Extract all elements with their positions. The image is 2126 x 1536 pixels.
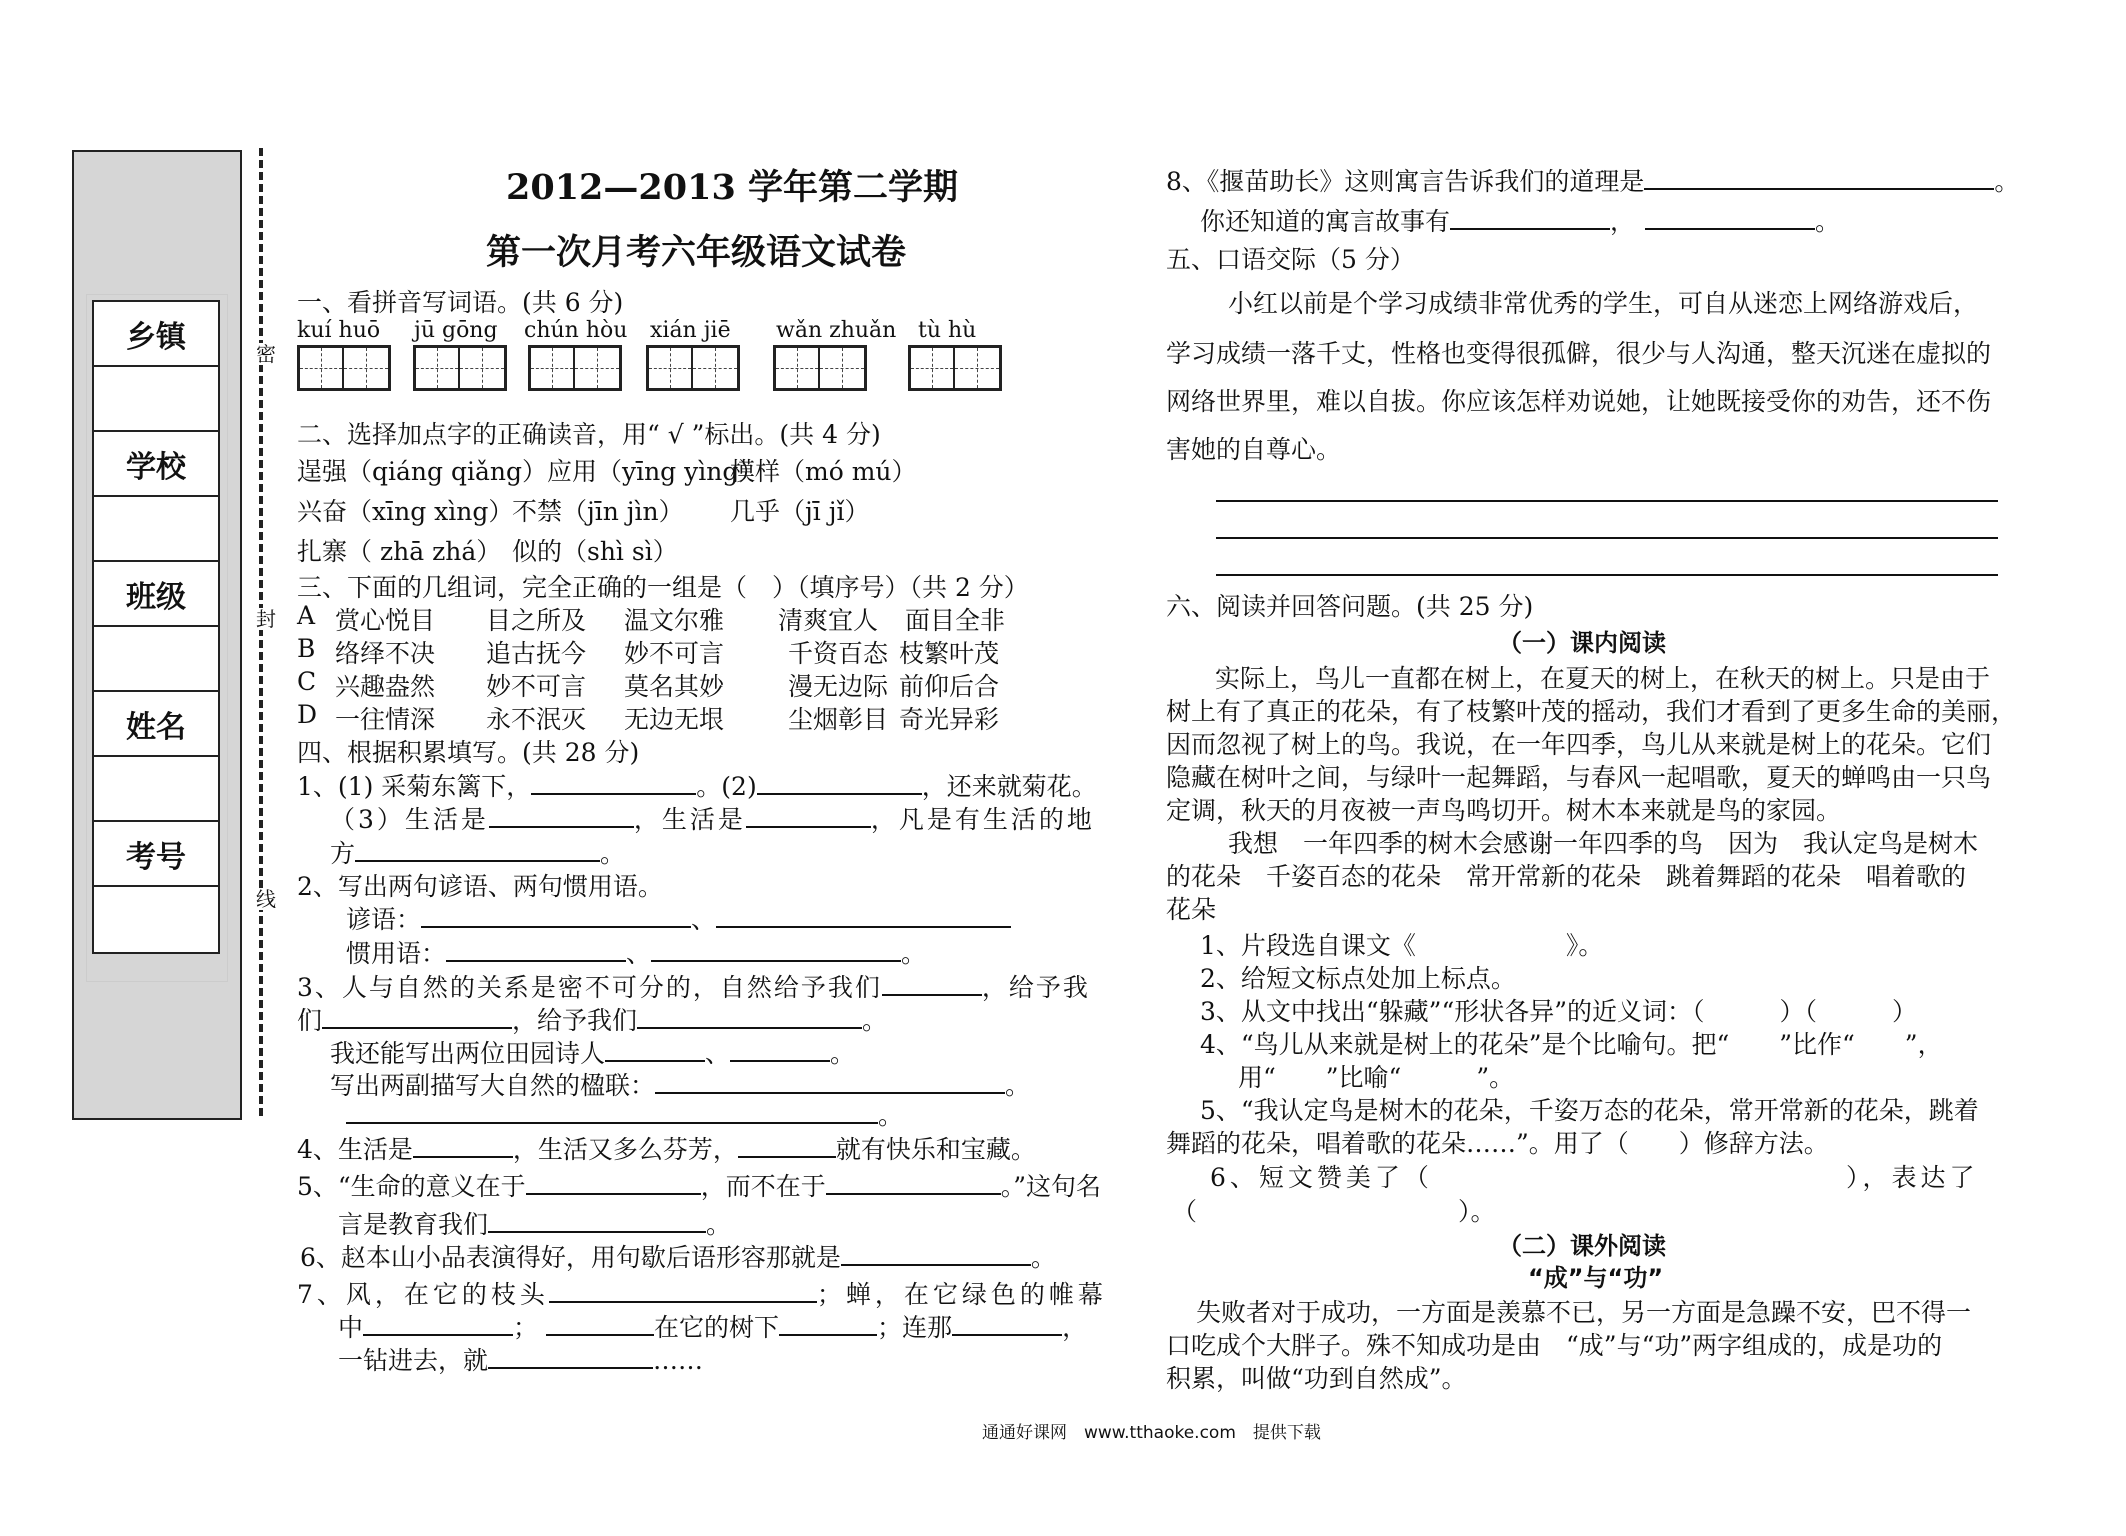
- label-school: 学校: [94, 432, 218, 497]
- q3-a-w5: 面目全非: [905, 606, 1006, 635]
- q4-item1-line: [297, 767, 1097, 803]
- binding-char-line: 线: [256, 887, 276, 911]
- q4-i1-blank1[interactable]: [531, 771, 696, 795]
- writing-grid-2[interactable]: [413, 345, 507, 391]
- q4-item7-line3: [338, 1341, 703, 1377]
- q4-item3-line5: [346, 1096, 903, 1132]
- label-township: 乡镇: [94, 302, 218, 367]
- q4-i1-text-a: 1、(1) 采菊东篱下，: [297, 772, 532, 801]
- sec1-q5-line2: 舞蹈的花朵，唱着歌的花朵……”。用了（ ）修辞方法。: [1166, 1129, 1829, 1158]
- q4-i8-text-b: 。: [1994, 167, 2020, 196]
- school-field[interactable]: [94, 497, 218, 562]
- q5-para-line2: 学习成绩一落千丈，性格也变得很孤僻，很少与人沟通，整天沉迷在虚拟的: [1166, 339, 1992, 368]
- q3-letter-b: B: [297, 634, 316, 663]
- q3-c-w1: 兴趣盎然: [335, 672, 436, 701]
- q4-i7-text-b: ；蝉，在它绿色的帷幕: [816, 1280, 1107, 1309]
- sec1-q6-part1: 6、短文赞美了（: [1210, 1163, 1433, 1192]
- sec1-line-3: 因而忽视了树上的鸟。我说，在一年四季，鸟儿从来就是树上的花朵。它们: [1166, 730, 1992, 759]
- writing-grid-1[interactable]: [297, 345, 391, 391]
- writing-grid-3[interactable]: [528, 345, 622, 391]
- q4-i1-blank3[interactable]: [489, 804, 634, 828]
- label-exam-number: 考号: [94, 822, 218, 887]
- label-class: 班级: [94, 562, 218, 627]
- q2-row3-b: 似的（shì sì）: [512, 537, 678, 566]
- q4-i3-text-j: 。: [1005, 1071, 1031, 1100]
- q4-i1-text-h: 。: [600, 839, 626, 868]
- binding-char-seal: 密: [256, 342, 276, 366]
- section2-title: （二）课外阅读: [1498, 1232, 1666, 1260]
- q4-i7-text-c: 中: [338, 1313, 364, 1342]
- sec1-q4-line2: 用“ ”比喻“ ”。: [1238, 1063, 1515, 1092]
- q4-i1-text-g: 方: [330, 839, 356, 868]
- q4-i6-text-a: 6、赵本山小品表演得好，用句歇后语形容那就是: [300, 1243, 841, 1272]
- q3-d-w4: 尘烟彰目: [788, 705, 889, 734]
- q3-b-w3: 妙不可言: [624, 639, 725, 668]
- exam-number-field[interactable]: [94, 887, 218, 952]
- q3-a-w3: 温文尔雅: [624, 606, 725, 635]
- q4-i3-blank5[interactable]: [730, 1038, 830, 1062]
- q5-para-line3: 网络世界里，难以自拔。你应该怎样劝说她，让她既接受你的劝告，还不伤: [1166, 387, 1992, 416]
- q4-i6-text-b: 。: [1030, 1243, 1056, 1272]
- q4-i8-blank3[interactable]: [1645, 206, 1815, 230]
- q2-row2-b: 不禁（jīn jìn）: [512, 497, 684, 526]
- sec1-q6-part2: ），表达了: [1846, 1163, 1979, 1192]
- q3-a-w1: 赏心悦目: [335, 606, 436, 635]
- q4-i5-text-c: 。”这句名: [1000, 1172, 1101, 1201]
- q4-i5-blank2[interactable]: [826, 1171, 1001, 1195]
- q3-d-w5: 奇光异彩: [899, 705, 1000, 734]
- q4-i5-text-b: ，而不在于: [700, 1172, 826, 1201]
- q4-i2-label-idiom: 惯用语：: [346, 939, 447, 968]
- q4-i7-text-g: ，: [1062, 1313, 1088, 1342]
- q4-i6-blank1[interactable]: [841, 1242, 1031, 1266]
- q4-i3-blank3[interactable]: [637, 1005, 862, 1029]
- q3-b-w1: 络绎不决: [335, 639, 436, 668]
- q3-c-w2: 妙不可言: [486, 672, 587, 701]
- sec1-line-8: 花朵: [1166, 895, 1217, 924]
- q4-i2-blank1[interactable]: [421, 904, 691, 928]
- q4-i7-blank3[interactable]: [546, 1312, 654, 1336]
- pinyin-1: kuí huō: [297, 318, 381, 343]
- section1-title: （一）课内阅读: [1498, 629, 1666, 657]
- q4-i2-sep2: 、: [626, 939, 652, 968]
- q4-item8-line2: [1200, 202, 1840, 238]
- q4-i1-blank2[interactable]: [757, 771, 922, 795]
- q4-i1-blank5[interactable]: [355, 838, 600, 862]
- q4-i7-text-h: 一钻进去，就: [338, 1346, 489, 1375]
- sec2-line-1: 失败者对于成功，一方面是羡慕不已，另一方面是急躁不安，巴不得一: [1196, 1298, 1972, 1327]
- q3-b-w4: 千资百态: [788, 639, 889, 668]
- binding-char-seal2: 封: [256, 607, 276, 631]
- q4-i8-text-a: 8、《揠苗助长》这则寓言告诉我们的道理是: [1166, 167, 1645, 196]
- sec1-q1: 1、片段选自课文《 》。: [1200, 931, 1604, 960]
- q4-heading: 四、根据积累填写。(共 28 分): [297, 738, 640, 767]
- q4-item7-line2: [338, 1308, 1087, 1344]
- q4-i4-blank1[interactable]: [413, 1134, 513, 1158]
- q4-item2-idioms: [346, 934, 926, 970]
- sec2-line-2: 口吃成个大胖子。殊不知成功是由 “成”与“功”两字组成的，成是功的: [1166, 1331, 1943, 1360]
- writing-grid-6[interactable]: [908, 345, 1002, 391]
- sec1-q4-line1: 4、“鸟儿从来就是树上的花朵”是个比喻句。把“ ”比作“ ”，: [1200, 1030, 1943, 1059]
- q3-letter-c: C: [297, 667, 317, 696]
- q4-i5-text-a: 5、“生命的意义在于: [297, 1172, 526, 1201]
- sec1-line-6: 我想 一年四季的树木会感谢一年四季的鸟 因为 我认定鸟是树木: [1228, 829, 1979, 858]
- q4-i8-blank1[interactable]: [1644, 166, 1994, 190]
- sec2-line-3: 积累，叫做“功到自然成”。: [1166, 1364, 1467, 1393]
- q4-i2-end: 。: [901, 939, 927, 968]
- q4-i2-blank2[interactable]: [716, 904, 1011, 928]
- writing-grid-5[interactable]: [773, 345, 867, 391]
- q3-c-w3: 莫名其妙: [624, 672, 725, 701]
- q2-row2-a: 兴奋（xīng xìng）: [297, 497, 514, 526]
- sec1-line-2: 树上有了真正的花朵，有了枝繁叶茂的摇动，我们才看到了更多生命的美丽，: [1166, 697, 2017, 726]
- answer-line-1[interactable]: [1216, 500, 1998, 502]
- q4-item3-line2: [297, 1001, 887, 1037]
- q4-item5-line2: [338, 1205, 731, 1241]
- q4-i1-text-c: ，还来就菊花。: [921, 772, 1097, 801]
- q4-i4-text-c: 就有快乐和宝藏。: [835, 1135, 1036, 1164]
- name-field[interactable]: [94, 757, 218, 822]
- q4-item3-line1: [297, 968, 1090, 1004]
- pinyin-6: tù hù: [918, 318, 977, 343]
- q4-item2: 2、写出两句谚语、两句惯用语。: [297, 872, 663, 901]
- q4-i3-blank6[interactable]: [655, 1070, 1005, 1094]
- q4-i1-text-f: ，凡是有生活的地: [870, 805, 1095, 834]
- q4-i4-text-b: ，生活又多么芬芳，: [512, 1135, 738, 1164]
- q4-i7-blank6[interactable]: [488, 1345, 653, 1369]
- q4-item8-line1: [1166, 162, 2019, 198]
- pinyin-5: wǎn zhuǎn: [776, 318, 897, 343]
- writing-grid-4[interactable]: [646, 345, 740, 391]
- q3-d-w2: 永不泯灭: [486, 705, 587, 734]
- q4-i7-blank4[interactable]: [779, 1312, 877, 1336]
- q4-i7-blank1[interactable]: [549, 1279, 817, 1303]
- q2-row1-a: 逞强（qiáng qiǎng）应用（yīng yìng）: [297, 457, 764, 486]
- q4-i2-blank3[interactable]: [446, 938, 626, 962]
- q4-i3-text-b: ，给予我: [981, 973, 1090, 1002]
- q4-i7-text-a: 7、风，在它的枝头: [297, 1280, 549, 1309]
- q3-b-w5: 枝繁叶茂: [899, 639, 1000, 668]
- q3-d-w1: 一往情深: [335, 705, 436, 734]
- sec1-q3: 3、从文中找出“躲藏”“形状各异”的近义词：（ ）（ ）: [1200, 997, 1918, 1026]
- q4-i1-text-d: （3）生活是: [330, 805, 489, 834]
- q4-item3-line3: [330, 1034, 855, 1070]
- q4-i7-text-d: ；: [513, 1313, 539, 1342]
- q4-item2-proverbs: [346, 900, 1011, 936]
- q4-i3-text-a: 3、人与自然的关系是密不可分的，自然给予我们: [297, 973, 882, 1002]
- label-name: 姓名: [94, 692, 218, 757]
- footer-credit: 通通好课网 www.tthaoke.com 提供下载: [982, 1423, 1321, 1443]
- student-info-table: [92, 300, 220, 954]
- q4-i3-blank4[interactable]: [605, 1038, 705, 1062]
- q4-i7-blank5[interactable]: [952, 1312, 1062, 1336]
- q3-c-w5: 前仰后合: [899, 672, 1000, 701]
- q4-i7-text-f: ；连那: [877, 1313, 953, 1342]
- q4-i3-text-h: 。: [830, 1039, 856, 1068]
- sec1-q5-line1: 5、“我认定鸟是树木的花朵，千姿万态的花朵，常开常新的花朵，跳着: [1200, 1096, 1979, 1125]
- q4-i3-text-e: 。: [862, 1006, 888, 1035]
- q4-i1-text-b: 。(2): [696, 772, 757, 801]
- q4-i8-blank2[interactable]: [1450, 206, 1610, 230]
- sec1-line-4: 隐藏在树叶之间，与绿叶一起舞蹈，与春风一起唱歌，夏天的蝉鸣由一只鸟: [1166, 763, 1992, 792]
- q4-i7-text-i: ……: [653, 1346, 704, 1375]
- q2-row1-b: 模样（mó mú）: [730, 457, 917, 486]
- class-field[interactable]: [94, 627, 218, 692]
- q4-i3-blank2[interactable]: [322, 1005, 512, 1029]
- q3-letter-a: A: [297, 601, 316, 630]
- section2-subtitle: “成”与“功”: [1528, 1264, 1664, 1292]
- q1-heading: 一、看拼音写词语。(共 6 分): [297, 288, 624, 317]
- q4-i7-text-e: 在它的树下: [654, 1313, 780, 1342]
- sec1-q6-part4: ）。: [1458, 1197, 1496, 1226]
- q4-item5-line1: [297, 1167, 1101, 1203]
- q4-i5-text-e: 。: [706, 1210, 732, 1239]
- q4-i3-blank7[interactable]: [346, 1100, 878, 1124]
- q4-item1-line3: [330, 834, 625, 870]
- q5-heading: 五、口语交际（5 分）: [1166, 245, 1415, 274]
- q4-i8-text-d: ，: [1610, 207, 1636, 236]
- q4-i1-text-e: ，生活是: [633, 805, 746, 834]
- exam-title-line2: 第一次月考六年级语文试卷: [486, 232, 907, 273]
- q4-i8-text-c: 你还知道的寓言故事有: [1200, 207, 1451, 236]
- q4-i5-text-d: 言是教育我们: [338, 1210, 489, 1239]
- q4-i3-text-i: 写出两副描写大自然的楹联：: [330, 1071, 656, 1100]
- q4-item1-line2: [330, 800, 1095, 836]
- q3-letter-d: D: [297, 700, 318, 729]
- q4-i3-text-k: 。: [878, 1101, 904, 1130]
- q4-i2-label-proverb: 谚语：: [346, 905, 422, 934]
- q4-item6: [300, 1238, 1056, 1274]
- q3-a-w2: 目之所及: [486, 606, 587, 635]
- q4-i4-text-a: 4、生活是: [297, 1135, 413, 1164]
- q4-i2-blank4[interactable]: [651, 938, 901, 962]
- q4-i2-sep1: 、: [691, 905, 717, 934]
- pinyin-4: xián jiē: [650, 318, 731, 343]
- q4-i3-text-d: ，给予我们: [512, 1006, 638, 1035]
- sec1-line-1: 实际上，鸟儿一直都在树上，在夏天的树上，在秋天的树上。只是由于: [1215, 664, 1991, 693]
- q3-d-w3: 无边无垠: [624, 705, 725, 734]
- sec1-q2: 2、给短文标点处加上标点。: [1200, 964, 1516, 993]
- q5-para-line1: 小红以前是个学习成绩非常优秀的学生，可自从迷恋上网络游戏后，: [1228, 289, 1979, 318]
- q3-a-w4: 清爽宜人: [778, 606, 879, 635]
- q4-i5-blank1[interactable]: [526, 1171, 701, 1195]
- answer-line-2[interactable]: [1216, 537, 1998, 539]
- pinyin-2: jū gōng: [414, 318, 498, 343]
- q2-row2-c: 几乎（jī jǐ）: [730, 497, 870, 526]
- pinyin-3: chún hòu: [524, 318, 628, 343]
- q6-heading: 六、阅读并回答问题。(共 25 分): [1166, 592, 1534, 621]
- q4-i3-text-c: 们: [297, 1006, 323, 1035]
- q3-c-w4: 漫无边际: [788, 672, 889, 701]
- binding-dashed-line: [259, 148, 263, 1116]
- q4-i3-text-f: 我还能写出两位田园诗人: [330, 1039, 606, 1068]
- q4-i5-blank3[interactable]: [488, 1209, 706, 1233]
- q4-item4: [297, 1130, 1036, 1166]
- q4-i3-text-g: 、: [705, 1039, 731, 1068]
- q3-heading: 三、下面的几组词，完全正确的一组是（ ）（填序号）（共 2 分）: [297, 573, 1029, 602]
- sec1-line-7: 的花朵 千姿百态的花朵 常开常新的花朵 跳着舞蹈的花朵 唱着歌的: [1166, 862, 1967, 891]
- q4-i4-blank2[interactable]: [738, 1134, 836, 1158]
- answer-line-3[interactable]: [1216, 574, 1998, 576]
- q4-i1-blank4[interactable]: [746, 804, 871, 828]
- q4-i3-blank1[interactable]: [882, 972, 982, 996]
- exam-title-line1: 2012—2013 学年第二学期: [506, 167, 959, 208]
- q4-i7-blank2[interactable]: [363, 1312, 513, 1336]
- q4-i8-text-e: 。: [1815, 207, 1841, 236]
- township-field[interactable]: [94, 367, 218, 432]
- q2-row3-a: 扎寨（ zhā zhá）: [297, 537, 502, 566]
- sec1-line-5: 定调，秋天的月夜被一声鸟鸣切开。树木本来就是鸟的家园。: [1166, 796, 1842, 825]
- q2-heading: 二、选择加点字的正确读音，用“ √ ”标出。(共 4 分): [297, 420, 881, 449]
- q3-b-w2: 追古抚今: [486, 639, 587, 668]
- q4-item7-line1: [297, 1275, 1107, 1311]
- sec1-q6-part3: （: [1172, 1197, 1198, 1226]
- q5-para-line4: 害她的自尊心。: [1166, 435, 1342, 464]
